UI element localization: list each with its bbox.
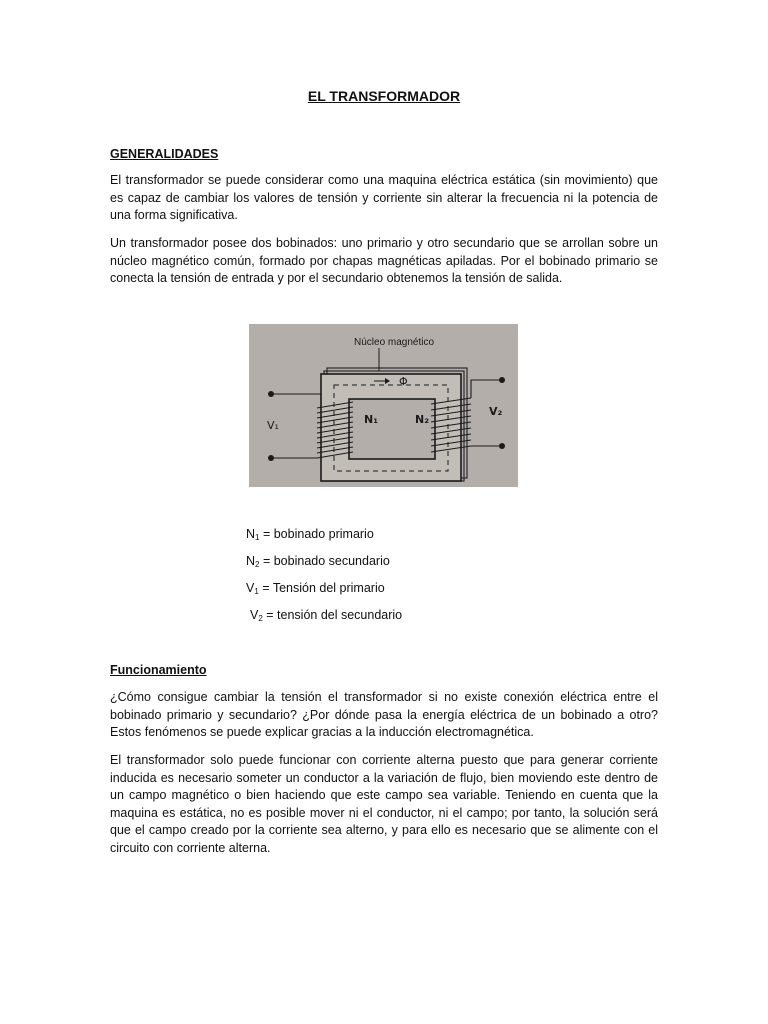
legend-subscript: 2 — [258, 614, 263, 623]
legend-symbol: N — [246, 554, 256, 568]
legend-item — [246, 581, 385, 595]
secondary-terminal-bottom — [499, 443, 505, 449]
document-title: EL TRANSFORMADOR — [307, 88, 461, 104]
paragraph-generalidades-2: Un transformador posee dos bobinados: uno primario y otro secundario que se arrollan sobre un núcleo magnético común, formado por chapas magnéticas apiladas. Por el bobinado primario se conecta la tensión de entrada y por el secundario obtenemos la tensión de salida. — [110, 236, 658, 286]
section-heading-funcionamiento: Funcionamiento — [110, 663, 207, 677]
paragraph-funcionamiento-2: El transformador solo puede funcionar con corriente alterna puesto que para generar corriente inducida es necesario someter un conductor a la variación de flujo, bien moviendo este dentro de un campo magnético o bien haciendo que este campo sea variable. Teniendo en cuenta que la maquina es estática, no es posible mover ni el conductor, ni el campo; por tanto, la solución será que el campo creado por la corriente sea alterno, y para ello es necesario que se alimente con el circuito con corriente alterna. — [110, 753, 658, 855]
primary-terminal-top — [268, 391, 274, 397]
legend-text: = tensión del secundario — [262, 608, 403, 622]
n1-label: N₁ — [364, 413, 379, 426]
v1-label: V₁ — [267, 419, 279, 432]
core-label: Núcleo magnético — [354, 337, 435, 348]
primary-terminal-bottom — [268, 455, 274, 461]
v2-label: V₂ — [489, 405, 503, 418]
legend-item — [246, 527, 374, 541]
legend-item — [250, 608, 402, 622]
paragraph-generalidades-1: El transformador se puede considerar como una maquina eléctrica estática (sin movimiento) que es capaz de cambiar los valores de tensión y corriente sin alterar la frecuencia ni la potencia de una forma significativa. — [110, 173, 658, 223]
legend-subscript: 1 — [255, 533, 260, 542]
flux-symbol: Φ — [399, 375, 408, 388]
legend-item — [246, 554, 390, 568]
transformer-diagram — [249, 324, 518, 487]
legend-subscript: 1 — [254, 587, 259, 596]
legend-symbol: V — [246, 581, 255, 595]
core-window — [349, 399, 435, 459]
legend-text: = bobinado primario — [259, 527, 374, 541]
legend-subscript: 2 — [255, 560, 260, 569]
paragraph-funcionamiento-1: ¿Cómo consigue cambiar la tensión el transformador si no existe conexión eléctrica entre el bobinado primario y secundario? ¿Por dónde pasa la energía eléctrica de un bobinado a otro? Estos fenómenos se puede explicar gracias a la inducción electromagnética. — [110, 690, 658, 740]
legend-symbol: V — [250, 608, 259, 622]
n2-label: N₂ — [415, 413, 430, 426]
legend-symbol: N — [246, 527, 256, 541]
secondary-terminal-top — [499, 377, 505, 383]
legend-text: = bobinado secundario — [259, 554, 390, 568]
section-heading-generalidades: GENERALIDADES — [110, 147, 219, 161]
legend-text: = Tensión del primario — [258, 581, 385, 595]
